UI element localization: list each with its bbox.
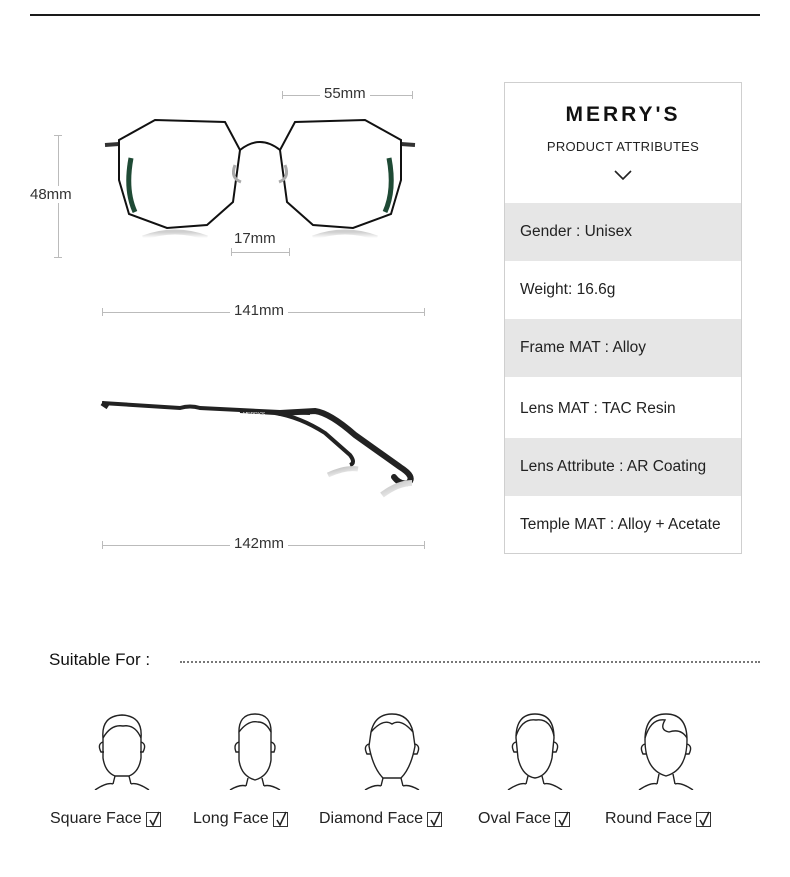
attribute-lens-material: Lens MAT : TAC Resin <box>520 400 676 417</box>
check-icon <box>146 812 161 827</box>
glasses-front-illustration <box>95 110 425 245</box>
lens-width-label: 55mm <box>320 85 370 102</box>
chevron-down-icon <box>613 169 633 181</box>
attribute-temple-material: Temple MAT : Alloy + Acetate <box>520 516 721 533</box>
top-divider <box>30 14 760 16</box>
diamond-face-label: Diamond Face <box>319 810 442 828</box>
diamond-face-icon <box>361 710 423 790</box>
temple-length-label: 142mm <box>230 535 288 552</box>
oval-face-label: Oval Face <box>478 810 570 828</box>
attribute-frame-material: Frame MAT : Alloy <box>505 319 741 377</box>
bridge-width-label: 17mm <box>230 230 280 247</box>
panel-subtitle: PRODUCT ATTRIBUTES <box>546 139 700 154</box>
glasses-side-illustration <box>100 395 420 505</box>
check-icon <box>427 812 442 827</box>
check-icon <box>273 812 288 827</box>
round-face-icon <box>637 710 695 790</box>
square-face-icon <box>93 710 151 790</box>
attribute-weight: Weight: 16.6g <box>520 281 616 298</box>
attribute-gender: Gender : Unisex <box>505 203 741 261</box>
square-face-label: Square Face <box>50 810 161 828</box>
suitable-for-title: Suitable For : <box>49 650 151 669</box>
check-icon <box>696 812 711 827</box>
long-face-label: Long Face <box>193 810 288 828</box>
product-attributes-panel <box>504 82 742 554</box>
attribute-lens-attribute: Lens Attribute : AR Coating <box>505 438 741 496</box>
dotted-divider <box>180 661 760 663</box>
round-face-label: Round Face <box>605 810 711 828</box>
lens-height-label: 48mm <box>26 186 76 203</box>
long-face-icon <box>226 710 284 790</box>
check-icon <box>555 812 570 827</box>
oval-face-icon <box>506 710 564 790</box>
bridge-width-line <box>231 252 289 253</box>
frame-width-label: 141mm <box>230 302 288 319</box>
brand-logo: MERRY'S <box>565 103 681 126</box>
svg-text:MERRY'S: MERRY'S <box>243 412 266 418</box>
